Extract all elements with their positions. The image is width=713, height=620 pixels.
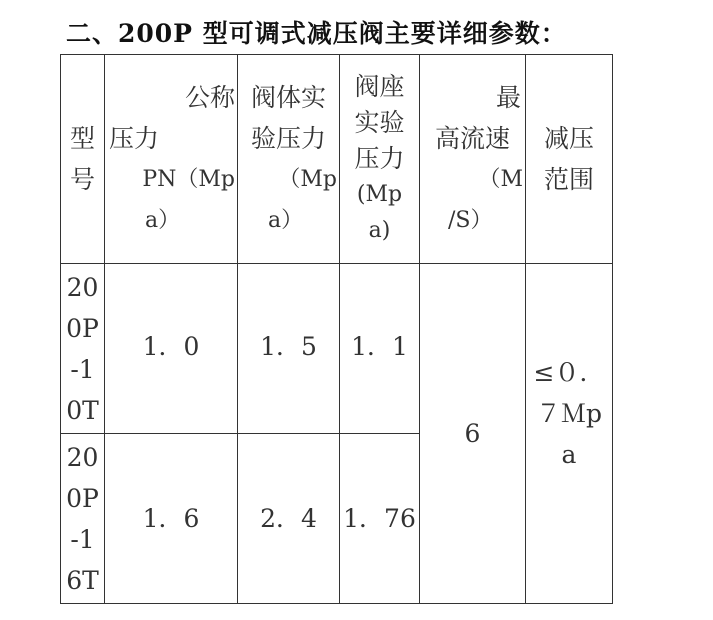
header-nominal-pressure [105, 55, 238, 264]
header-line: 减压 [543, 124, 594, 153]
header-line: 实验 [354, 108, 405, 137]
header-model [61, 55, 105, 264]
model-cell [61, 434, 105, 604]
reduce-range-line: ７Ｍp [535, 399, 602, 428]
model-line: 20 [66, 442, 99, 472]
model-line: 6T [66, 565, 99, 595]
header-model-line: 号 [69, 165, 95, 194]
header-line: /S） [448, 208, 493, 233]
model-line: 0T [66, 395, 99, 425]
max-flow-cell: 6 [420, 264, 526, 604]
header-line: a） [145, 208, 181, 233]
seat-test-pressure-cell: 1．1 [340, 264, 420, 434]
table-row [61, 264, 613, 434]
header-line: PN（Mp [142, 167, 235, 192]
header-line: 公称 [184, 83, 235, 112]
header-line: a） [268, 208, 304, 233]
header-line: (Mp [356, 182, 403, 207]
reduce-range-cell [526, 264, 613, 604]
model-cell [61, 264, 105, 434]
table-header-row [61, 55, 613, 264]
reduce-range-line: ≤０． [533, 358, 605, 387]
model-line: 0P [66, 483, 99, 513]
model-line: 0P [66, 313, 99, 343]
nominal-pressure-cell: 1．0 [105, 264, 238, 434]
header-line: 压力 [354, 144, 405, 173]
page-title: 二、200P 型可调式减压阀主要详细参数： [66, 19, 567, 48]
header-body-test-pressure [238, 55, 340, 264]
header-line: 高流速 [434, 124, 510, 153]
model-line: -1 [70, 524, 95, 554]
header-model-line: 型 [69, 124, 95, 153]
header-max-flow [420, 55, 526, 264]
body-test-pressure-cell: 2．4 [238, 434, 340, 604]
header-reduce-range [526, 55, 613, 264]
header-line: （M [478, 167, 523, 192]
parameter-table [60, 54, 613, 604]
header-seat-test-pressure [340, 55, 420, 264]
header-line: 验压力 [250, 124, 326, 153]
body-test-pressure-cell: 1．5 [238, 264, 340, 434]
model-line: 20 [66, 272, 99, 302]
header-line: 阀体实 [250, 83, 326, 112]
seat-test-pressure-cell: 1．76 [340, 434, 420, 604]
header-line: 范围 [543, 165, 594, 194]
header-line: 阀座 [354, 72, 405, 101]
reduce-range-line: a [561, 440, 577, 469]
header-line: a) [368, 218, 391, 243]
nominal-pressure-cell: 1．6 [105, 434, 238, 604]
model-line: -1 [70, 354, 95, 384]
header-line: 压力 [109, 124, 160, 153]
header-line: （Mp [278, 167, 337, 192]
header-line: 最 [495, 83, 521, 112]
